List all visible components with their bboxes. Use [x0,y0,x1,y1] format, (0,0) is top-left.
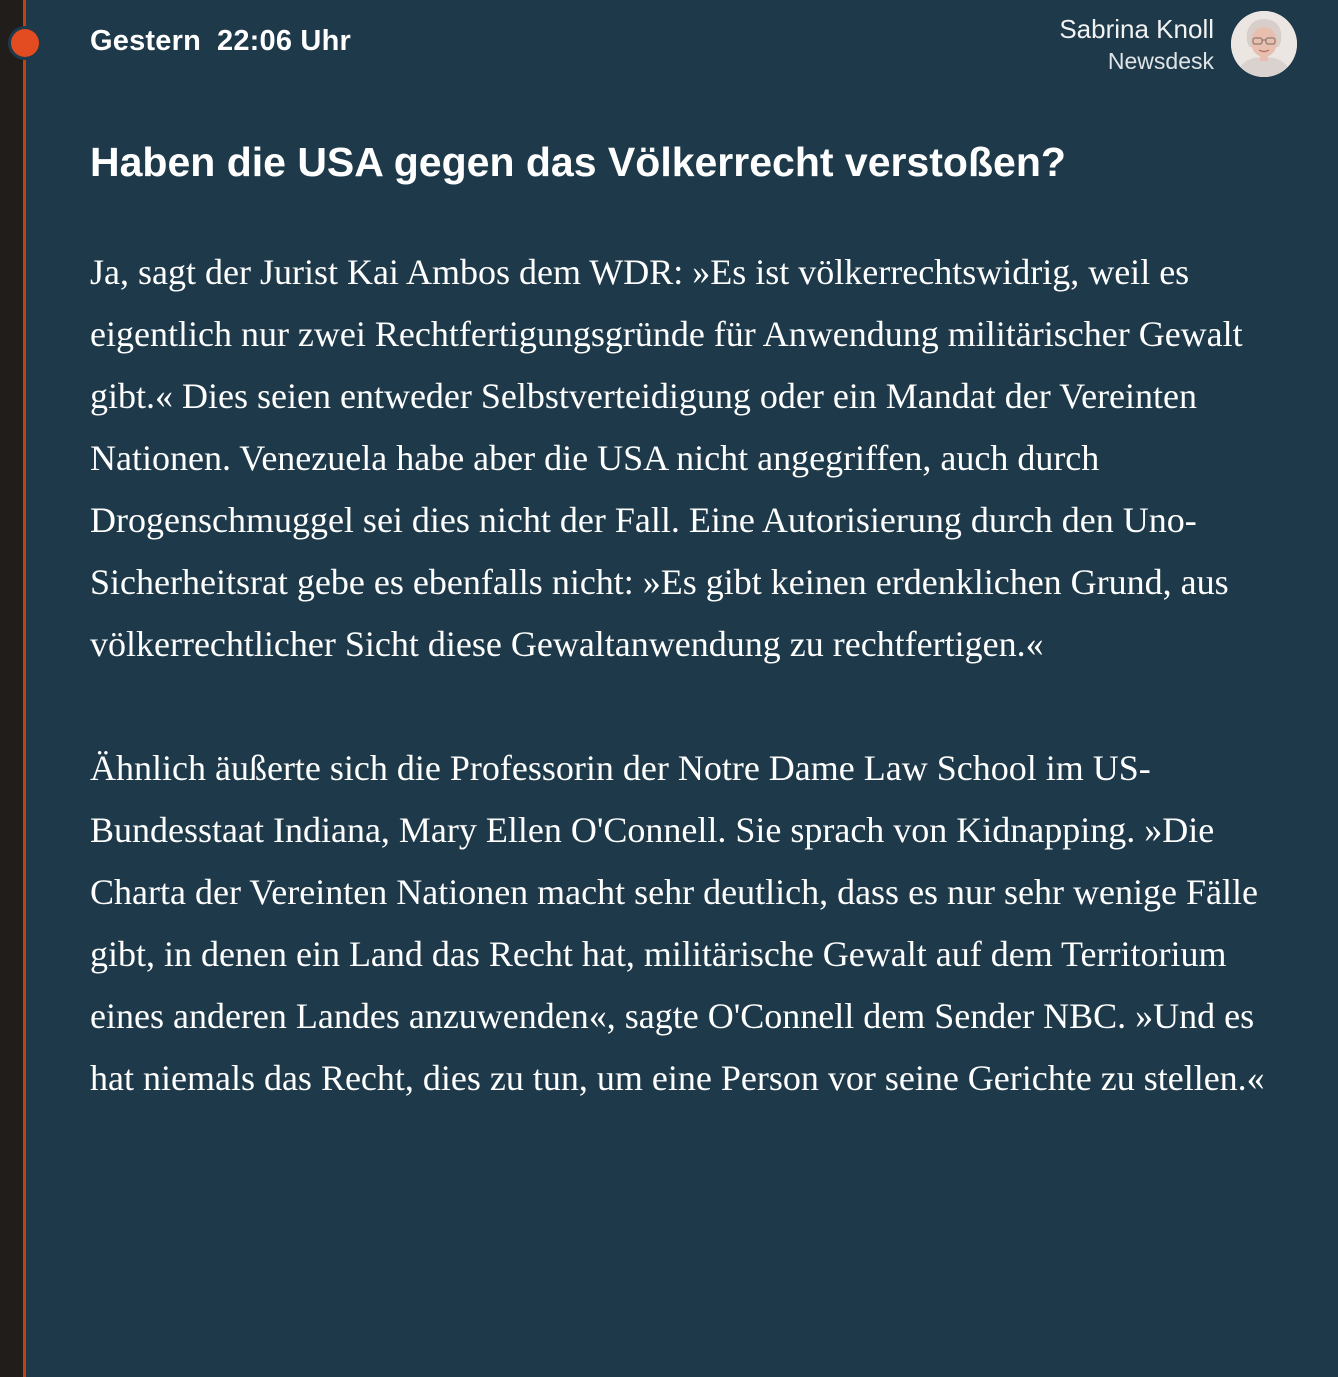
article-paragraph: Ähnlich äußerte sich die Professorin der Notre Dame Law School im US-Bundesstaat Indiana, Mary Ellen O'Connell. Sie sprach von Kidnapping. »Die Charta der Vereinten Nationen macht sehr deutlich, dass es nur sehr wenige Fälle gibt, in denen ein Land das Recht hat, militärische Gewalt auf dem Territorium eines anderen Landes anzuwenden«, sagte O'Connell dem Sender NBC. »Und es hat niemals das Recht, dies zu tun, um eine Person vor seine Gerichte zu stellen.« [90,748,1265,1098]
author-name[interactable]: Sabrina Knoll [1059,14,1214,44]
article-paragraph: Ja, sagt der Jurist Kai Ambos dem WDR: »Es ist völkerrechtswidrig, weil es eigentlich nur zwei Rechtfertigungsgründe für Anwendung militärischer Gewalt gibt.« Dies seien entweder Selbstverteidigung oder ein Mandat der Vereinten Nationen. Venezuela habe aber die USA nicht angegriffen, auch durch Drogenschmuggel sei dies nicht der Fall. Eine Autorisierung durch den Uno-Sicherheitsrat gebe es ebenfalls nicht: »Es gibt keinen erdenklichen Grund, aus völkerrechtlicher Sicht diese Gewaltanwendung zu rechtfertigen.« [90,252,1243,664]
entry-time: 22:06 Uhr [217,25,351,57]
timeline-line [23,0,26,1377]
timeline-dot-icon [11,29,39,57]
article-body [90,241,1305,1109]
entry-date: Gestern [90,25,201,57]
avatar[interactable] [1231,11,1297,77]
entry-timestamp [90,25,351,58]
author-photo-icon [1231,11,1297,77]
author-info[interactable] [1059,12,1214,76]
article-headline: Haben die USA gegen das Völkerrecht verstoßen? [90,139,1066,185]
author-role: Newsdesk [1107,48,1214,74]
left-gutter [0,0,24,1377]
